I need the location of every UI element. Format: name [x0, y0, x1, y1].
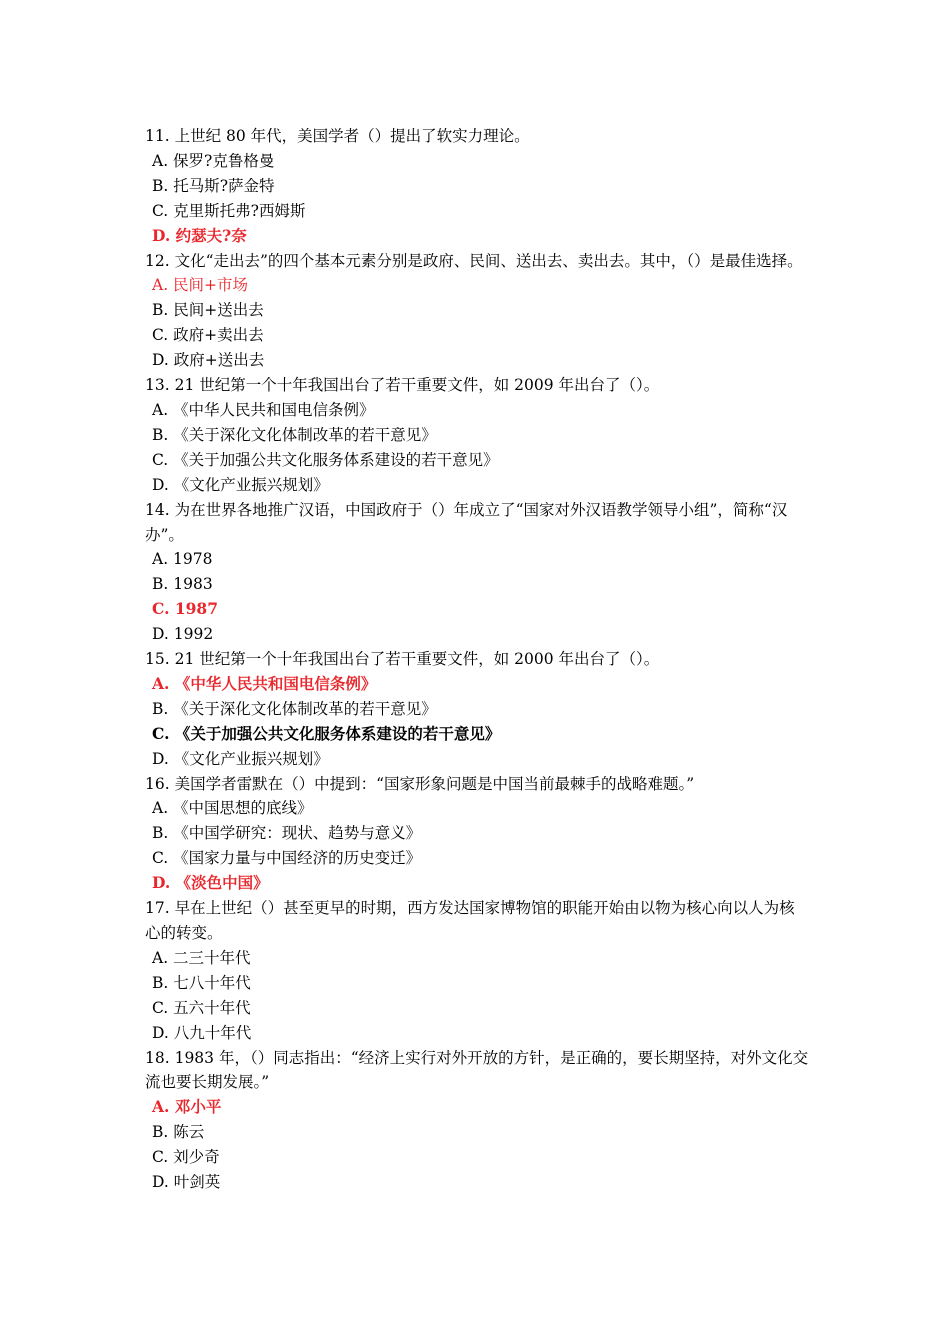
question-15 [145, 647, 810, 772]
option-c: C. 政府+卖出去 [152, 326, 264, 345]
option-c: C. 五六十年代 [152, 998, 251, 1017]
question-11 [145, 124, 810, 249]
option-d: D. 1992 [152, 625, 214, 644]
question-18 [145, 1046, 810, 1195]
option-b: B. 《关于深化文化体制改革的若干意见》 [152, 699, 437, 718]
option-a-answer: A. 《中华人民共和国电信条例》 [152, 673, 377, 693]
question-13 [145, 373, 810, 498]
option-c: C. 刘少奇 [152, 1148, 220, 1167]
option-c: C. 《国家力量与中国经济的历史变迁》 [152, 849, 422, 868]
option-c: C. 《关于加强公共文化服务体系建设的若干意见》 [152, 450, 499, 469]
question-14 [145, 498, 810, 647]
option-c-bold: C. 《关于加强公共文化服务体系建设的若干意见》 [152, 723, 501, 743]
option-a: A. 《中华人民共和国电信条例》 [152, 400, 375, 419]
option-d-answer: D. 《淡色中国》 [152, 873, 269, 893]
question-stem: 13. 21 世纪第一个十年我国出台了若干重要文件，如 2009 年出台了（）。 [145, 376, 660, 395]
option-b: B. 民间+送出去 [152, 301, 264, 320]
document-page [145, 124, 810, 1195]
option-d: D. 政府+送出去 [152, 351, 265, 370]
question-stem: 17. 早在上世纪（）甚至更早的时期，西方发达国家博物馆的职能开始由以物为核心向以人为核心的转变。 [145, 899, 795, 942]
question-17 [145, 896, 810, 1045]
option-a-answer: A. 民间+市场 [152, 276, 249, 295]
option-c-answer: C. 1987 [152, 599, 218, 619]
question-12 [145, 249, 810, 374]
question-stem: 11. 上世纪 80 年代，美国学者（）提出了软实力理论。 [145, 127, 530, 145]
option-a: A. 1978 [152, 550, 213, 569]
option-d: D. 《文化产业振兴规划》 [152, 475, 329, 494]
option-b: B. 《关于深化文化体制改革的若干意见》 [152, 425, 437, 444]
question-16 [145, 772, 810, 897]
question-stem: 12. 文化“走出去”的四个基本元素分别是政府、民间、送出去、卖出去。其中，（）是最佳选择。 [145, 251, 803, 270]
option-a: A. 保罗?克鲁格曼 [152, 151, 275, 170]
option-c: C. 克里斯托弗?西姆斯 [152, 201, 306, 220]
question-stem: 16. 美国学者雷默在（）中提到：“国家形象问题是中国当前最棘手的战略难题。” [145, 774, 695, 793]
option-a: A. 《中国思想的底线》 [152, 799, 313, 818]
option-b: B. 七八十年代 [152, 973, 251, 992]
option-d: D. 《文化产业振兴规划》 [152, 749, 329, 768]
option-a: A. 二三十年代 [152, 948, 251, 967]
option-d-answer: D. 约瑟夫?奈 [152, 225, 247, 245]
option-d: D. 叶剑英 [152, 1173, 221, 1192]
question-stem: 15. 21 世纪第一个十年我国出台了若干重要文件，如 2000 年出台了（）。 [145, 650, 660, 669]
option-a-answer: A. 邓小平 [152, 1097, 222, 1117]
option-b: B. 1983 [152, 575, 213, 594]
option-b: B. 托马斯?萨金特 [152, 176, 275, 195]
option-d: D. 八九十年代 [152, 1023, 252, 1042]
option-b: B. 《中国学研究：现状、趋势与意义》 [152, 824, 422, 843]
question-stem: 18. 1983 年，（）同志指出：“经济上实行对外开放的方针，是正确的，要长期坚持，对外文化交流也要长期发展。” [145, 1048, 809, 1092]
option-b: B. 陈云 [152, 1123, 205, 1142]
question-stem: 14. 为在世界各地推广汉语，中国政府于（）年成立了“国家对外汉语教学领导小组”，简称“汉办”。 [145, 500, 788, 544]
